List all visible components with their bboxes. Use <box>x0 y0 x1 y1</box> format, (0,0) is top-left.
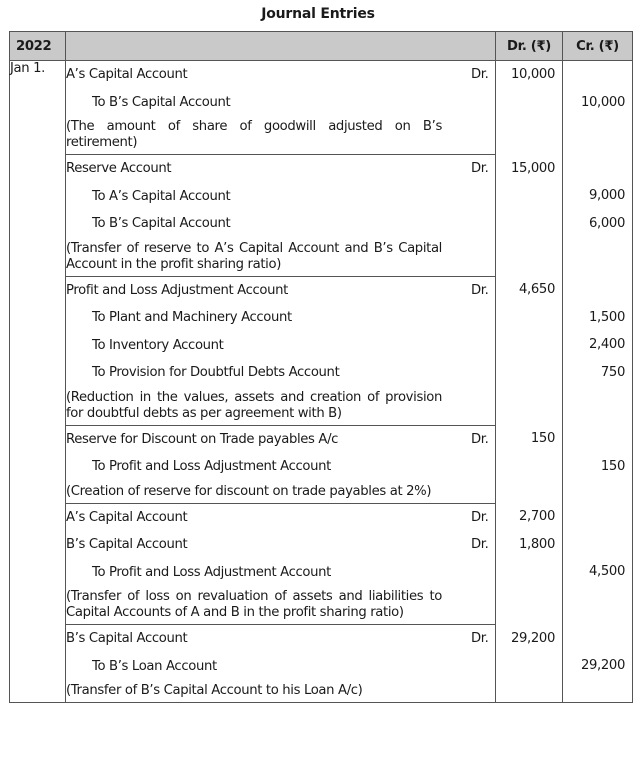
debit-account: A’s Capital Account <box>66 67 188 83</box>
debit-marker: Dr. <box>471 431 489 447</box>
header-particulars <box>66 32 496 61</box>
debit-marker: Dr. <box>471 509 489 525</box>
credit-line <box>66 559 495 587</box>
header-row <box>10 32 633 61</box>
debit-cell <box>496 625 563 703</box>
debit-account: B’s Capital Account <box>66 537 188 553</box>
credit-account: To B’s Loan Account <box>92 658 217 674</box>
credit-cell <box>563 61 633 155</box>
particulars-cell <box>66 276 496 425</box>
narration: (Transfer of B’s Capital Account to his Loan A/c) <box>66 683 363 698</box>
credit-amount: 4,500 <box>588 564 625 580</box>
credit-account: To Profit and Loss Adjustment Account <box>92 564 331 580</box>
debit-line <box>66 155 495 183</box>
credit-amount: 150 <box>600 458 625 474</box>
debit-line <box>66 61 495 89</box>
debit-marker: Dr. <box>471 282 489 298</box>
credit-line <box>66 89 495 117</box>
debit-amount: 4,650 <box>518 282 555 298</box>
debit-marker: Dr. <box>471 67 489 83</box>
entry-date-cell <box>10 625 66 703</box>
debit-amount: 2,700 <box>518 509 555 525</box>
debit-cell <box>496 61 563 155</box>
header-debit: Dr. (₹) <box>496 32 563 61</box>
narration: (Transfer of reserve to A’s Capital Account and B’s Capital Account in the profit sharing ratio) <box>66 240 442 272</box>
credit-account: To B’s Capital Account <box>92 94 231 110</box>
entry-date-cell <box>10 61 66 155</box>
particulars-cell <box>66 61 496 155</box>
header-date: 2022 <box>10 32 66 61</box>
page-title: Journal Entries <box>261 6 375 22</box>
credit-amount: 750 <box>600 364 625 380</box>
entry-date-cell <box>10 155 66 277</box>
narration: (Transfer of loss on revaluation of assets and liabilities to Capital Accounts of A and B in the profit sharing ratio) <box>66 589 442 620</box>
particulars-cell <box>66 425 496 503</box>
credit-line <box>66 210 495 238</box>
particulars-cell <box>66 155 496 277</box>
debit-marker: Dr. <box>471 537 489 553</box>
credit-account: To Provision for Doubtful Debts Account <box>92 365 340 381</box>
debit-line <box>66 426 495 454</box>
credit-amount: 6,000 <box>588 215 625 231</box>
entry-date-cell <box>10 276 66 425</box>
credit-cell <box>563 625 633 703</box>
journal-entry <box>10 155 633 277</box>
header-credit: Cr. (₹) <box>563 32 633 61</box>
journal-body <box>10 61 633 703</box>
debit-line <box>66 531 495 559</box>
debit-line <box>66 504 495 532</box>
debit-amount: 10,000 <box>510 67 555 83</box>
credit-account: To B’s Capital Account <box>92 216 231 232</box>
debit-account: A’s Capital Account <box>66 509 188 525</box>
journal-entry <box>10 425 633 503</box>
credit-cell <box>563 425 633 503</box>
debit-amount: 29,200 <box>510 630 555 646</box>
journal-entry <box>10 61 633 155</box>
journal-table <box>9 31 633 703</box>
debit-account: Reserve for Discount on Trade payables A/c <box>66 431 339 447</box>
credit-account: To Plant and Machinery Account <box>92 310 292 326</box>
journal-entry <box>10 625 633 703</box>
debit-line <box>66 277 495 305</box>
credit-amount: 9,000 <box>588 188 625 204</box>
particulars-cell <box>66 503 496 625</box>
debit-account: Reserve Account <box>66 161 172 177</box>
debit-line <box>66 625 495 653</box>
credit-account: To A’s Capital Account <box>92 188 231 204</box>
narration: (Reduction in the values, assets and creation of provision for doubtful debts as per agreement with B) <box>66 389 442 421</box>
credit-line <box>66 183 495 211</box>
credit-line <box>66 304 495 332</box>
debit-marker: Dr. <box>471 161 489 177</box>
credit-account: To Inventory Account <box>92 337 224 353</box>
credit-amount: 2,400 <box>588 337 625 353</box>
debit-cell <box>496 155 563 277</box>
debit-account: Profit and Loss Adjustment Account <box>66 282 288 298</box>
debit-cell <box>496 425 563 503</box>
credit-line <box>66 332 495 360</box>
particulars-cell <box>66 625 496 703</box>
debit-amount: 1,800 <box>518 536 555 552</box>
narration: (Creation of reserve for discount on trade payables at 2%) <box>66 483 432 499</box>
debit-amount: 15,000 <box>510 160 555 176</box>
debit-cell <box>496 503 563 625</box>
credit-amount: 1,500 <box>588 309 625 325</box>
entry-date: Jan 1. <box>10 61 46 76</box>
credit-line <box>66 453 495 481</box>
debit-amount: 150 <box>530 431 555 447</box>
credit-cell <box>563 155 633 277</box>
debit-cell <box>496 276 563 425</box>
entry-date-cell <box>10 503 66 625</box>
narration: (The amount of share of goodwill adjusted on B’s retirement) <box>66 119 442 150</box>
credit-cell <box>563 503 633 625</box>
credit-amount: 10,000 <box>580 94 625 110</box>
entry-date-cell <box>10 425 66 503</box>
debit-marker: Dr. <box>471 631 489 647</box>
journal-entry <box>10 276 633 425</box>
credit-amount: 29,200 <box>580 658 625 674</box>
credit-line <box>66 359 495 387</box>
credit-cell <box>563 276 633 425</box>
journal-entry <box>10 503 633 625</box>
credit-line <box>66 653 495 681</box>
credit-account: To Profit and Loss Adjustment Account <box>92 459 331 475</box>
debit-account: B’s Capital Account <box>66 631 188 647</box>
